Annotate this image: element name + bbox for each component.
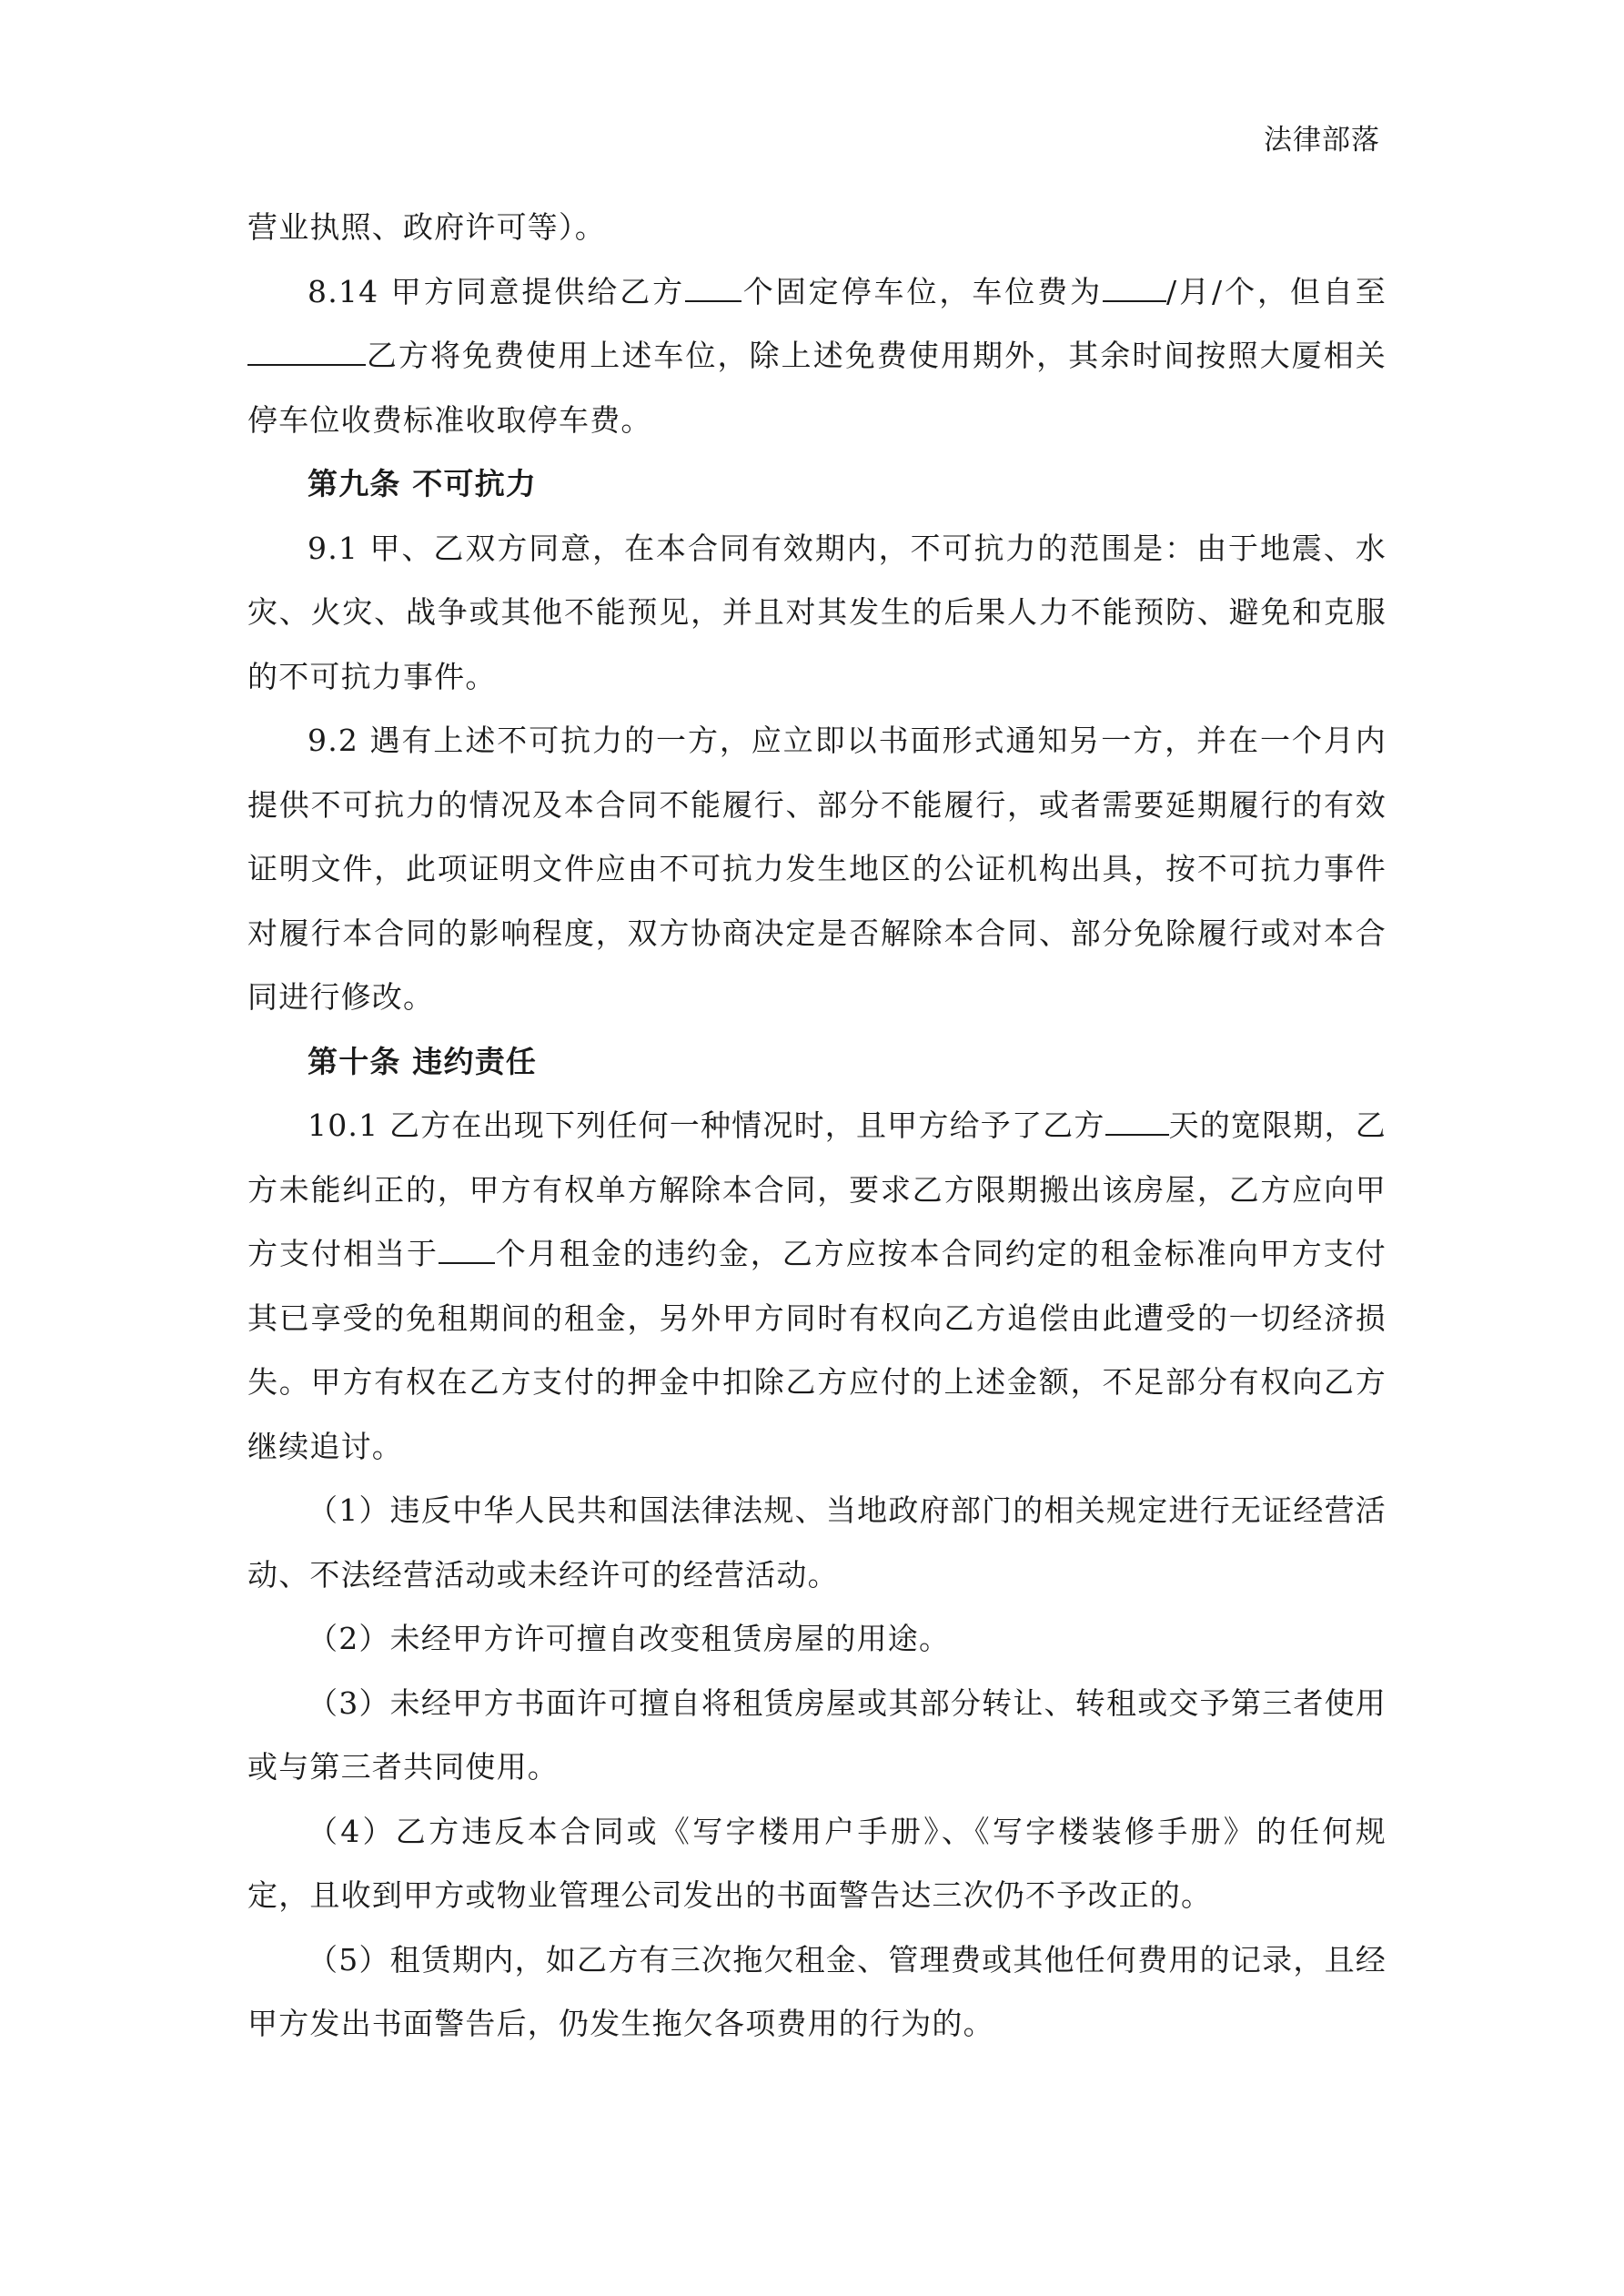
article-9-heading: 第九条 不可抗力	[308, 466, 538, 501]
document-body	[247, 196, 1387, 2057]
blank-parking-fee	[1103, 275, 1166, 302]
paragraph-continuation: 营业执照、政府许可等）。	[247, 209, 606, 245]
blank-months-rent	[439, 1237, 495, 1264]
paragraph-10-1-part-a: 10.1 乙方在出现下列任何一种情况时，且甲方给予了乙方	[308, 1108, 1105, 1143]
paragraph-8-14	[247, 260, 1387, 453]
list-item-2: （2）未经甲方许可擅自改变租赁房屋的用途。	[308, 1621, 951, 1656]
paragraph-10-1-part-c: 个月租金的违约金，乙方应按本合同约定的租金标准向甲方支付其已享受的免租期间的租金，另外甲方同时有权向乙方追偿由此遭受的一切经济损失。甲方有权在乙方支付的押金中扣除乙方应付的上述金额，不足部分有权向乙方继续追讨。	[247, 1236, 1387, 1464]
list-item-3: （3）未经甲方书面许可擅自将租赁房屋或其部分转让、转租或交予第三者使用或与第三者共同使用。	[247, 1684, 1387, 1785]
paragraph-8-14-part-b: 个固定停车位，车位费为	[741, 273, 1104, 309]
paragraph-10-1	[247, 1094, 1387, 1479]
article-10-heading: 第十条 违约责任	[308, 1043, 538, 1079]
paragraph-8-14-part-c: /月/个，但自至	[1166, 273, 1387, 309]
paragraph-10-1-part-b: 天的宽限期，乙方未能纠正的，甲方有权单方解除本合同，要求乙方限期搬出该房屋，乙方应向甲方支付相当于	[247, 1108, 1387, 1271]
paragraph-8-14-part-a: 8.14 甲方同意提供给乙方	[308, 273, 686, 309]
list-item-1: （1）违反中华人民共和国法律法规、当地政府部门的相关规定进行无证经营活动、不法经营活动或未经许可的经营活动。	[247, 1492, 1387, 1593]
blank-grace-days	[1105, 1108, 1169, 1136]
header-label: 法律部落	[1264, 124, 1380, 157]
list-item-5: （5）租赁期内，如乙方有三次拖欠租金、管理费或其他任何费用的记录，且经甲方发出书面警告后，仍发生拖欠各项费用的行为的。	[247, 1941, 1387, 2041]
list-item-4: （4）乙方违反本合同或《写字楼用户手册》、《写字楼装修手册》的任何规定，且收到甲方或物业管理公司发出的书面警告达三次仍不予改正的。	[247, 1813, 1387, 1913]
paragraph-9-1: 9.1 甲、乙双方同意，在本合同有效期内，不可抗力的范围是：由于地震、水灾、火灾、战争或其他不能预见，并且对其发生的后果人力不能预防、避免和克服的不可抗力事件。	[247, 530, 1387, 694]
paragraph-9-2: 9.2 遇有上述不可抗力的一方，应立即以书面形式通知另一方，并在一个月内提供不可抗力的情况及本合同不能履行、部分不能履行，或者需要延期履行的有效证明文件，此项证明文件应由不可抗力发生地区的公证机构出具，按不可抗力事件对履行本合同的影响程度，双方协商决定是否解除本合同、部分免除履行或对本合同进行修改。	[247, 723, 1387, 1015]
paragraph-8-14-part-d: 乙方将免费使用上述车位，除上述免费使用期外，其余时间按照大厦相关停车位收费标准收取停车费。	[247, 338, 1387, 438]
blank-parking-count	[685, 275, 741, 302]
blank-free-until-date	[247, 339, 366, 366]
